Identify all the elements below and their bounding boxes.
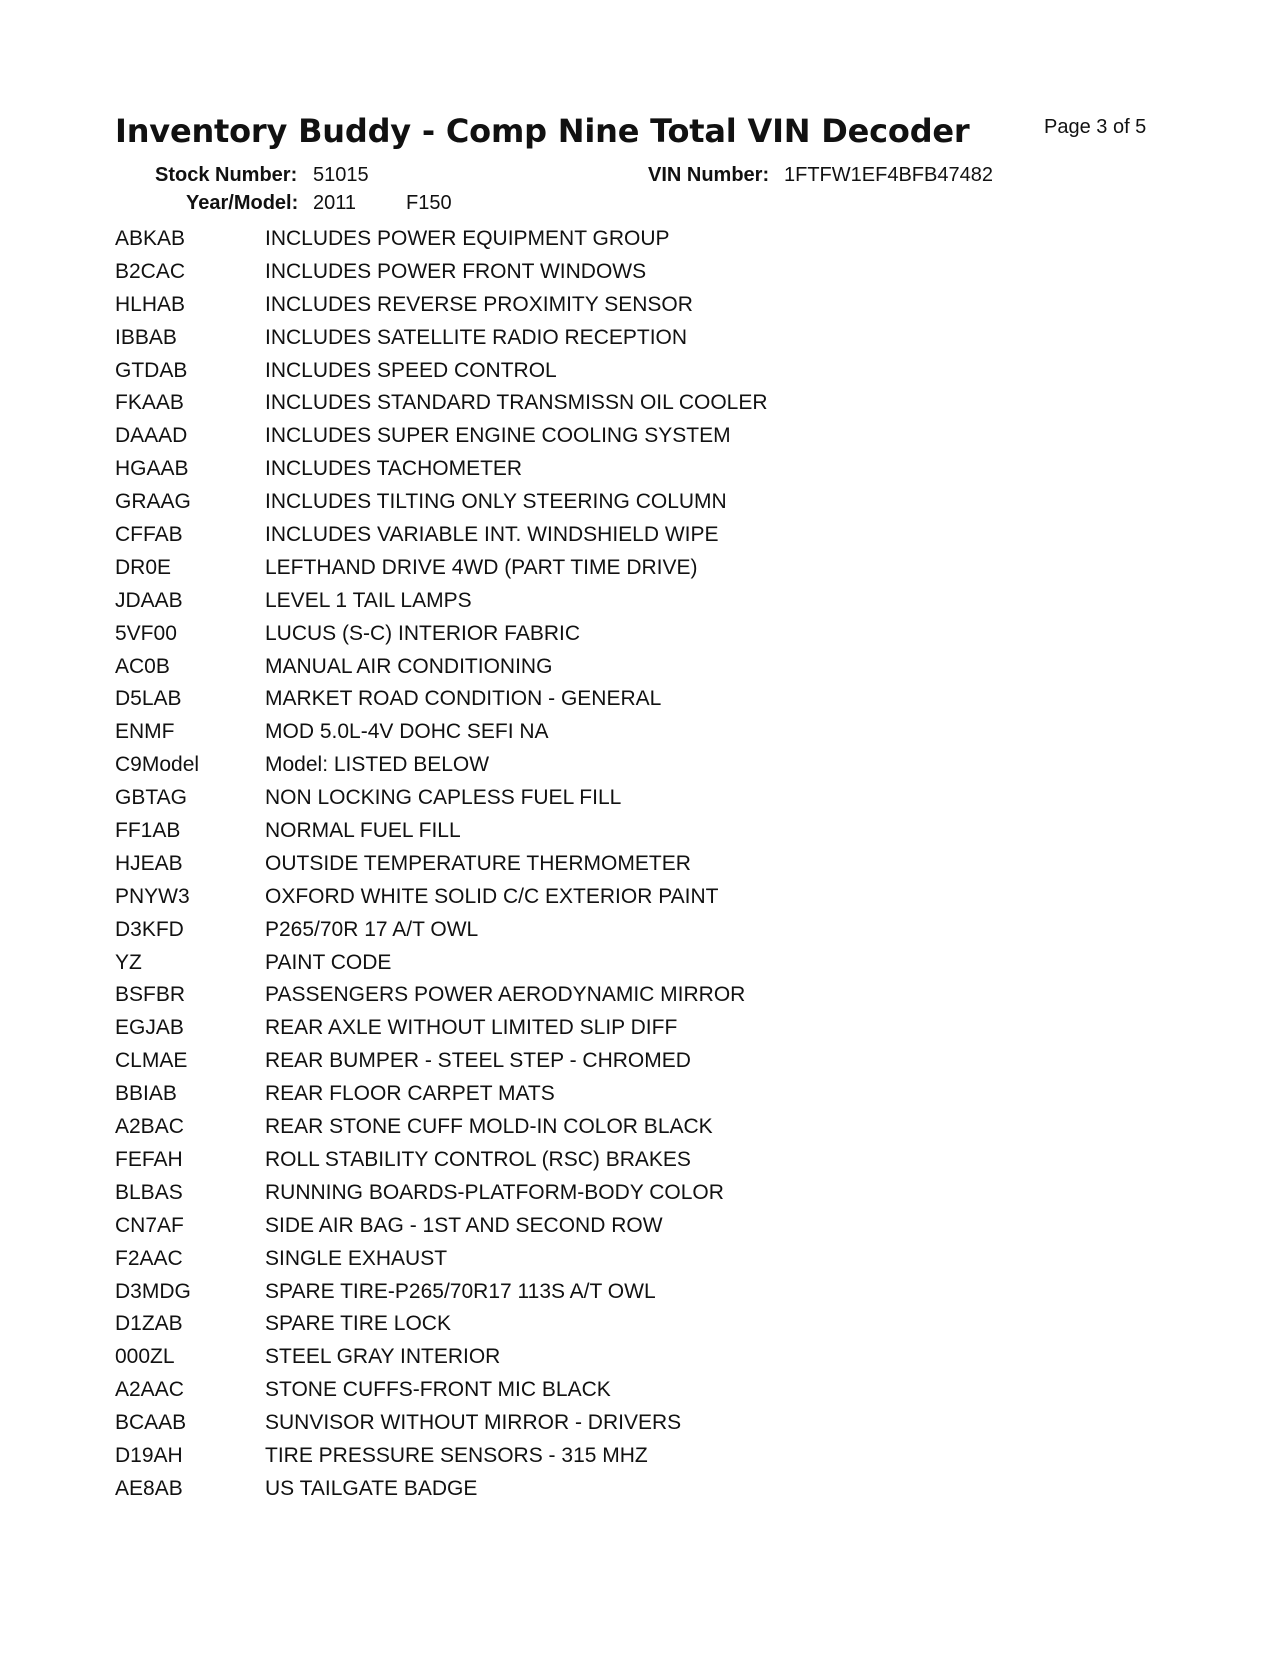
option-code: D3MDG (115, 1279, 191, 1303)
option-code: GBTAG (115, 786, 187, 810)
option-description: INCLUDES POWER FRONT WINDOWS (265, 259, 647, 283)
list-item (115, 753, 1015, 786)
option-code: BBIAB (115, 1082, 177, 1106)
list-item (115, 1247, 1015, 1280)
option-code-list (115, 227, 1015, 1510)
option-description: INCLUDES SUPER ENGINE COOLING SYSTEM (265, 424, 731, 448)
option-description: STEEL GRAY INTERIOR (265, 1345, 501, 1369)
list-item (115, 1082, 1015, 1115)
option-description: INCLUDES VARIABLE INT. WINDSHIELD WIPE (265, 523, 719, 547)
list-item (115, 1181, 1015, 1214)
option-code: 000ZL (115, 1345, 175, 1369)
vin-number-label: VIN Number: (648, 164, 770, 186)
option-code: CN7AF (115, 1213, 184, 1237)
year-model-label: Year/Model: (186, 192, 299, 214)
stock-number-label: Stock Number: (155, 164, 298, 186)
option-description: REAR STONE CUFF MOLD-IN COLOR BLACK (265, 1115, 713, 1139)
option-code: JDAAB (115, 588, 183, 612)
option-description: SPARE TIRE LOCK (265, 1312, 451, 1336)
option-code: DAAAD (115, 424, 188, 448)
option-description: PASSENGERS POWER AERODYNAMIC MIRROR (265, 983, 746, 1007)
list-item (115, 1280, 1015, 1313)
list-item (115, 359, 1015, 392)
option-description: SINGLE EXHAUST (265, 1246, 448, 1270)
vin-number-value: 1FTFW1EF4BFB47482 (784, 164, 993, 186)
year-value: 2011 (313, 192, 357, 214)
option-code: C9Model (115, 753, 200, 777)
list-item (115, 391, 1015, 424)
list-item (115, 852, 1015, 885)
list-item (115, 424, 1015, 457)
option-code: GRAAG (115, 490, 191, 514)
option-description: SUNVISOR WITHOUT MIRROR - DRIVERS (265, 1411, 682, 1435)
option-code: B2CAC (115, 259, 186, 283)
list-item (115, 326, 1015, 359)
list-item (115, 1378, 1015, 1411)
option-code: D1ZAB (115, 1312, 183, 1336)
option-code: IBBAB (115, 325, 177, 349)
option-code: ABKAB (115, 227, 186, 250)
option-description: MOD 5.0L-4V DOHC SEFI NA (265, 720, 549, 744)
option-description: INCLUDES REVERSE PROXIMITY SENSOR (265, 292, 693, 316)
list-item (115, 457, 1015, 490)
option-description: LEVEL 1 TAIL LAMPS (265, 588, 472, 612)
option-description: SPARE TIRE-P265/70R17 113S A/T OWL (265, 1279, 656, 1303)
option-description: INCLUDES TILTING ONLY STEERING COLUMN (265, 490, 727, 514)
option-description: INCLUDES POWER EQUIPMENT GROUP (265, 227, 670, 250)
option-description: OXFORD WHITE SOLID C/C EXTERIOR PAINT (265, 884, 719, 908)
option-description: OUTSIDE TEMPERATURE THERMOMETER (265, 851, 691, 875)
list-item (115, 1444, 1015, 1477)
option-code: DR0E (115, 555, 172, 579)
list-item (115, 1016, 1015, 1049)
list-item (115, 918, 1015, 951)
option-description: REAR FLOOR CARPET MATS (265, 1082, 555, 1106)
list-item (115, 1312, 1015, 1345)
list-item (115, 983, 1015, 1016)
option-description: LEFTHAND DRIVE 4WD (PART TIME DRIVE) (265, 555, 698, 579)
stock-number-value: 51015 (313, 164, 369, 186)
list-item (115, 293, 1015, 326)
option-code: ENMF (115, 720, 175, 744)
option-code: FKAAB (115, 391, 184, 415)
option-description: ROLL STABILITY CONTROL (RSC) BRAKES (265, 1147, 691, 1171)
model-value: F150 (406, 192, 452, 214)
option-code: EGJAB (115, 1016, 184, 1040)
option-code: A2AAC (115, 1378, 184, 1402)
option-description: MARKET ROAD CONDITION - GENERAL (265, 687, 662, 711)
list-item (115, 819, 1015, 852)
option-code: HJEAB (115, 851, 183, 875)
list-item (115, 1214, 1015, 1247)
option-code: CFFAB (115, 523, 183, 547)
option-description: US TAILGATE BADGE (265, 1476, 478, 1500)
option-code: GTDAB (115, 358, 188, 382)
option-code: F2AAC (115, 1246, 183, 1270)
option-description: STONE CUFFS-FRONT MIC BLACK (265, 1378, 611, 1402)
option-description: REAR BUMPER - STEEL STEP - CHROMED (265, 1049, 691, 1073)
option-description: SIDE AIR BAG - 1ST AND SECOND ROW (265, 1213, 663, 1237)
option-description: NORMAL FUEL FILL (265, 819, 461, 843)
list-item (115, 1345, 1015, 1378)
option-description: NON LOCKING CAPLESS FUEL FILL (265, 786, 622, 810)
option-code: YZ (115, 950, 142, 974)
option-code: CLMAE (115, 1049, 188, 1073)
option-code: FF1AB (115, 819, 181, 843)
option-code: HLHAB (115, 292, 186, 316)
list-item (115, 951, 1015, 984)
option-description: P265/70R 17 A/T OWL (265, 917, 479, 941)
list-item (115, 622, 1015, 655)
option-code: 5VF00 (115, 621, 177, 645)
option-code: AC0B (115, 654, 170, 678)
option-description: REAR AXLE WITHOUT LIMITED SLIP DIFF (265, 1016, 678, 1040)
list-item (115, 1148, 1015, 1181)
page-title: Inventory Buddy - Comp Nine Total VIN Decoder (115, 112, 970, 150)
option-code: A2BAC (115, 1115, 184, 1139)
page-indicator: Page 3 of 5 (1044, 116, 1147, 138)
list-item (115, 786, 1015, 819)
option-code: AE8AB (115, 1476, 183, 1500)
option-code: BLBAS (115, 1180, 183, 1204)
option-description: INCLUDES TACHOMETER (265, 457, 523, 481)
list-item (115, 1049, 1015, 1082)
list-item (115, 1411, 1015, 1444)
option-description: TIRE PRESSURE SENSORS - 315 MHZ (265, 1443, 648, 1467)
option-code: D5LAB (115, 687, 182, 711)
option-description: RUNNING BOARDS-PLATFORM-BODY COLOR (265, 1180, 724, 1204)
option-description: Model: LISTED BELOW (265, 753, 490, 777)
option-code: D19AH (115, 1443, 183, 1467)
option-description: PAINT CODE (265, 950, 392, 974)
option-description: INCLUDES SATELLITE RADIO RECEPTION (265, 325, 688, 349)
list-item (115, 655, 1015, 688)
option-code: BSFBR (115, 983, 186, 1007)
list-item (115, 523, 1015, 556)
list-item (115, 589, 1015, 622)
option-description: INCLUDES STANDARD TRANSMISSN OIL COOLER (265, 391, 768, 415)
option-code: FEFAH (115, 1147, 183, 1171)
option-description: INCLUDES SPEED CONTROL (265, 358, 557, 382)
option-code: D3KFD (115, 917, 184, 941)
list-item (115, 260, 1015, 293)
list-item (115, 720, 1015, 753)
option-description: LUCUS (S-C) INTERIOR FABRIC (265, 621, 581, 645)
list-item (115, 1115, 1015, 1148)
option-code: PNYW3 (115, 884, 190, 908)
list-item (115, 227, 1015, 260)
list-item (115, 687, 1015, 720)
list-item (115, 556, 1015, 589)
option-description: MANUAL AIR CONDITIONING (265, 654, 553, 678)
option-code: BCAAB (115, 1411, 187, 1435)
option-code: HGAAB (115, 457, 189, 481)
list-item (115, 885, 1015, 918)
list-item (115, 490, 1015, 523)
list-item (115, 1477, 1015, 1510)
